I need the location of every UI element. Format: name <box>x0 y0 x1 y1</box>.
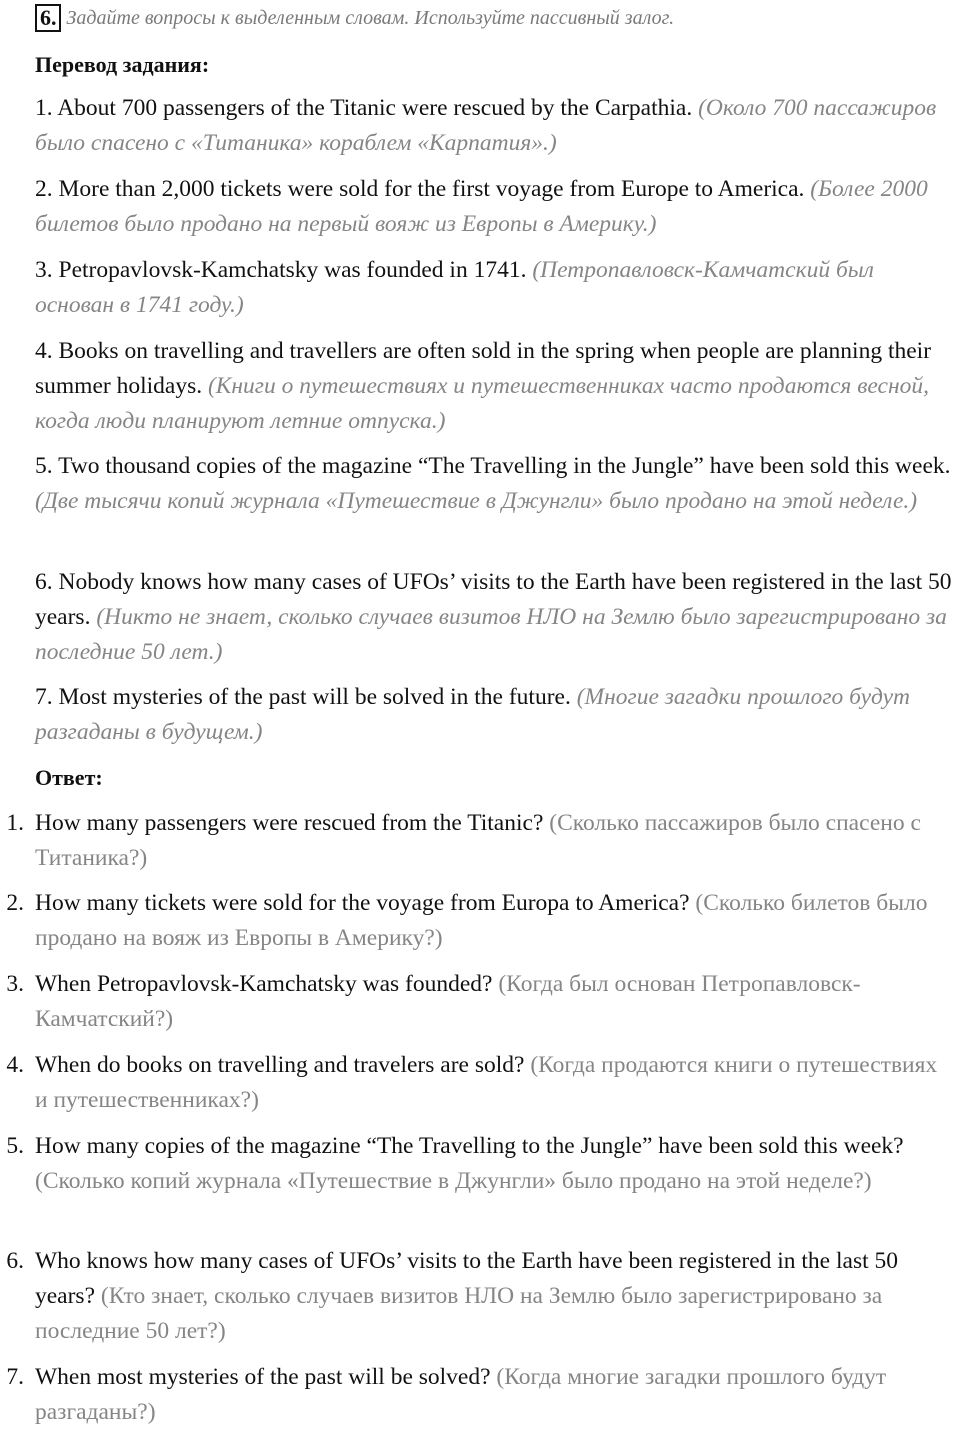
sentence-translation: (Книги о путешествиях и путешественниках часто продаются весной, когда люди планируют летние отпуска.) <box>35 373 929 434</box>
sentence-en: 6. Nobody knows how many cases of UFOs’ visits to the Earth have been registered in the last 50 years. <box>35 569 952 630</box>
answer-translation: (Когда был основан Петропавловск-Камчатский?) <box>35 971 861 1032</box>
sentence-en: 2. More than 2,000 tickets were sold for the first voyage from Europe to America. <box>35 176 805 202</box>
answer-7 <box>0 1360 955 1430</box>
answer-title: Ответ: <box>35 765 103 790</box>
sentence-translation: (Две тысячи копий журнала «Путешествие в Джунгли» было продано на этой неделе.) <box>35 488 918 514</box>
task-header <box>35 4 674 32</box>
answer-en: When most mysteries of the past will be solved? <box>35 1364 491 1390</box>
sentence-en: 1. About 700 passengers of the Titanic were rescued by the Carpathia. <box>35 95 693 121</box>
answer-number: 4. <box>6 1052 24 1078</box>
sentence-5 <box>35 449 955 519</box>
answer-number: 2. <box>6 890 24 916</box>
answer-translation: (Когда продаются книги о путешествиях и путешественниках?) <box>35 1052 938 1113</box>
translation-title: Перевод задания: <box>35 52 210 77</box>
answer-translation: (Когда многие загадки прошлого будут разгаданы?) <box>35 1364 887 1425</box>
answer-number: 7. <box>6 1364 24 1390</box>
sentence-en: 4. Books on travelling and travellers are often sold in the spring when people are planning their summer holidays. <box>35 338 932 399</box>
answer-translation: (Сколько копий журнала «Путешествие в Джунгли» было продано на этой неделе?) <box>35 1168 872 1194</box>
answer-en: How many passengers were rescued from the Titanic? <box>35 810 544 836</box>
sentence-2 <box>35 172 955 242</box>
answer-1 <box>0 806 955 876</box>
answer-translation: (Сколько пассажиров было спасено с Титаника?) <box>35 810 921 871</box>
answer-translation: (Сколько билетов было продано на вояж из Европы в Америку?) <box>35 890 928 951</box>
sentence-6 <box>35 565 955 670</box>
answer-translation: (Кто знает, сколько случаев визитов НЛО на Землю было зарегистрировано за последние 50 лет?) <box>35 1283 883 1344</box>
sentence-translation: (Петропавловск-Камчатский был основан в 1741 году.) <box>35 257 874 318</box>
answer-number: 3. <box>6 971 24 997</box>
answer-en: How many tickets were sold for the voyage from Europa to America? <box>35 890 690 916</box>
answer-en: How many copies of the magazine “The Travelling to the Jungle” have been sold this week? <box>35 1133 904 1159</box>
task-number: 6. <box>35 4 61 32</box>
sentence-3 <box>35 253 955 323</box>
sentence-4 <box>35 334 955 439</box>
answer-2 <box>0 886 955 956</box>
sentence-translation: (Никто не знает, сколько случаев визитов НЛО на Землю было зарегистрировано за последние 50 лет.) <box>35 604 947 665</box>
answer-5 <box>0 1129 955 1199</box>
answer-3 <box>0 967 955 1037</box>
sentence-translation: (Многие загадки прошлого будут разгаданы в будущем.) <box>35 684 911 745</box>
answer-6 <box>0 1244 955 1349</box>
sentence-en: 5. Two thousand copies of the magazine “The Travelling in the Jungle” have been sold this week. <box>35 453 951 479</box>
sentence-1 <box>35 91 955 161</box>
task-instruction: Задайте вопросы к выделенным словам. Используйте пассивный залог. <box>66 6 675 29</box>
answer-en: When Petropavlovsk-Kamchatsky was founded? <box>35 971 493 997</box>
answer-en: Who knows how many cases of UFOs’ visits to the Earth have been registered in the last 50 years? <box>35 1248 898 1309</box>
sentence-en: 7. Most mysteries of the past will be solved in the future. <box>35 684 571 710</box>
answer-number: 1. <box>6 810 24 836</box>
sentence-7 <box>35 680 955 750</box>
answer-4 <box>0 1048 955 1118</box>
answer-en: When do books on travelling and travelers are sold? <box>35 1052 525 1078</box>
sentence-translation: (Более 2000 билетов было продано на первый вояж из Европы в Америку.) <box>35 176 928 237</box>
answer-number: 5. <box>6 1133 24 1159</box>
sentence-translation: (Около 700 пассажиров было спасено с «Титаника» кораблем «Карпатия».) <box>35 95 937 156</box>
sentence-en: 3. Petropavlovsk-Kamchatsky was founded in 1741. <box>35 257 527 283</box>
answer-number: 6. <box>6 1248 24 1274</box>
